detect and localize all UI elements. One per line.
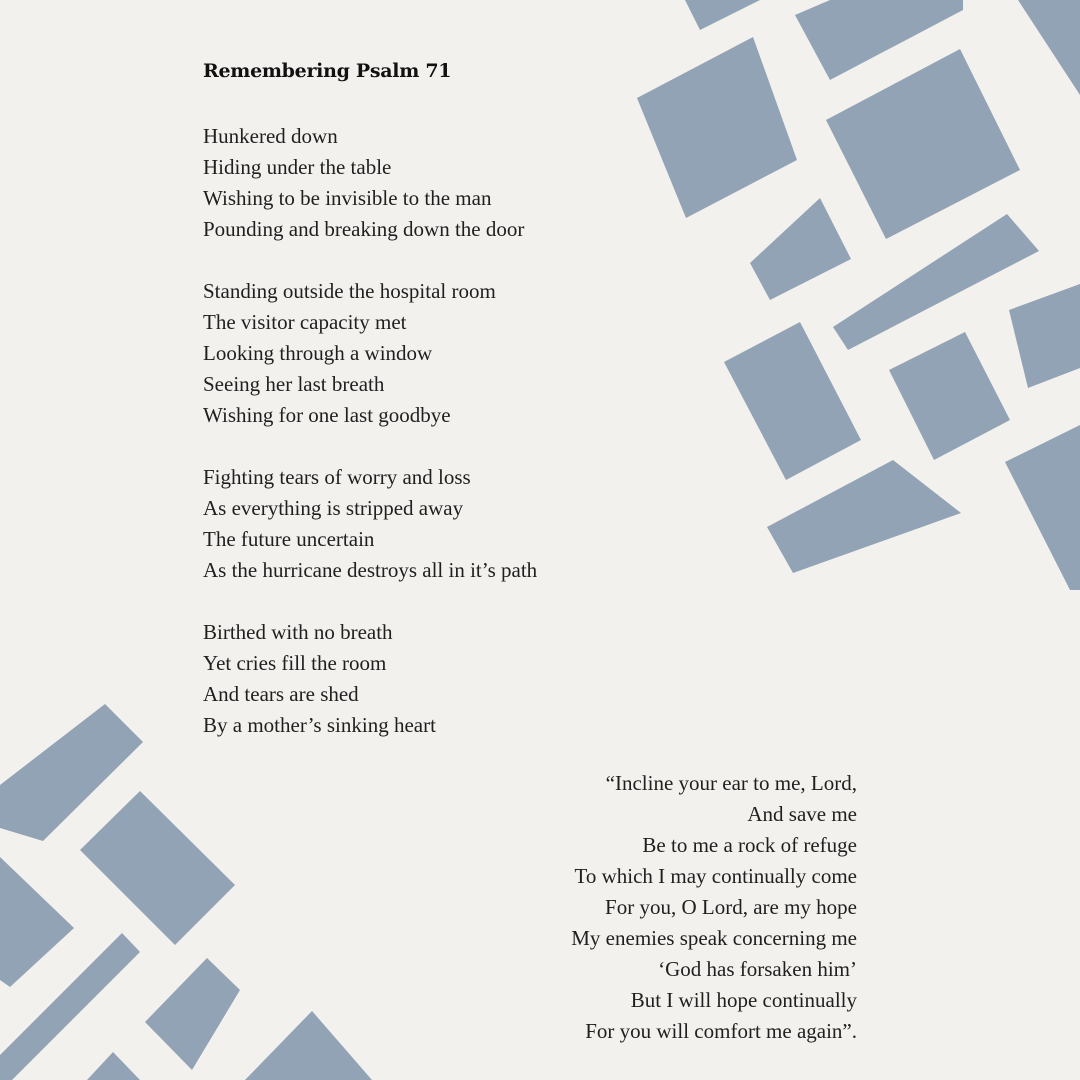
poem-line: Hunkered down bbox=[203, 124, 338, 148]
quote-line: My enemies speak concerning me bbox=[571, 926, 857, 950]
decor-shape bbox=[724, 322, 861, 480]
decor-shape bbox=[245, 1011, 372, 1080]
poem-line: Fighting tears of worry and loss bbox=[203, 465, 471, 489]
poem-line: And tears are shed bbox=[203, 682, 359, 706]
decor-shape bbox=[1018, 0, 1080, 95]
poem-line: Yet cries fill the room bbox=[203, 651, 387, 675]
decor-shape bbox=[0, 857, 74, 987]
poem-line: Pounding and breaking down the door bbox=[203, 217, 525, 241]
poem-line: As everything is stripped away bbox=[203, 496, 464, 520]
quote-line: For you will comfort me again”. bbox=[585, 1019, 857, 1043]
quote-line: To which I may continually come bbox=[574, 864, 857, 888]
poem-line: Seeing her last breath bbox=[203, 372, 385, 396]
decor-shape bbox=[685, 0, 760, 30]
stanza bbox=[203, 617, 537, 741]
poem-line: Birthed with no breath bbox=[203, 620, 393, 644]
poem-line: Wishing for one last goodbye bbox=[203, 403, 451, 427]
decor-shape bbox=[145, 958, 240, 1070]
decor-shape bbox=[1005, 425, 1080, 590]
quote-line: And save me bbox=[747, 802, 857, 826]
decor-shape bbox=[87, 1052, 140, 1080]
decor-shape bbox=[826, 49, 1020, 239]
poem-line: Looking through a window bbox=[203, 341, 433, 365]
poem-body bbox=[203, 121, 537, 772]
decor-shape bbox=[80, 791, 235, 945]
quote-line: But I will hope continually bbox=[630, 988, 857, 1012]
poem-line: By a mother’s sinking heart bbox=[203, 713, 436, 737]
poem-line: Hiding under the table bbox=[203, 155, 392, 179]
poem-line: Standing outside the hospital room bbox=[203, 279, 496, 303]
poem-line: The future uncertain bbox=[203, 527, 375, 551]
decor-shape bbox=[1009, 284, 1080, 388]
decor-shape bbox=[833, 214, 1039, 350]
quote-line: Be to me a rock of refuge bbox=[642, 833, 857, 857]
stanza bbox=[203, 121, 537, 245]
quote-line: For you, O Lord, are my hope bbox=[605, 895, 857, 919]
poem-line: Wishing to be invisible to the man bbox=[203, 186, 492, 210]
poem-line: As the hurricane destroys all in it’s path bbox=[203, 558, 538, 582]
stanza bbox=[203, 462, 537, 586]
decor-shape bbox=[750, 198, 851, 300]
quote-line: ‘God has forsaken him’ bbox=[658, 957, 857, 981]
decor-shape bbox=[889, 332, 1010, 460]
psalm-quote bbox=[571, 768, 857, 1047]
decor-shape bbox=[637, 37, 797, 218]
poem-line: The visitor capacity met bbox=[203, 310, 407, 334]
poem-title: Remembering Psalm 71 bbox=[203, 60, 452, 82]
stanza bbox=[203, 276, 537, 431]
quote-line: “Incline your ear to me, Lord, bbox=[605, 771, 857, 795]
decor-shape bbox=[767, 460, 961, 573]
